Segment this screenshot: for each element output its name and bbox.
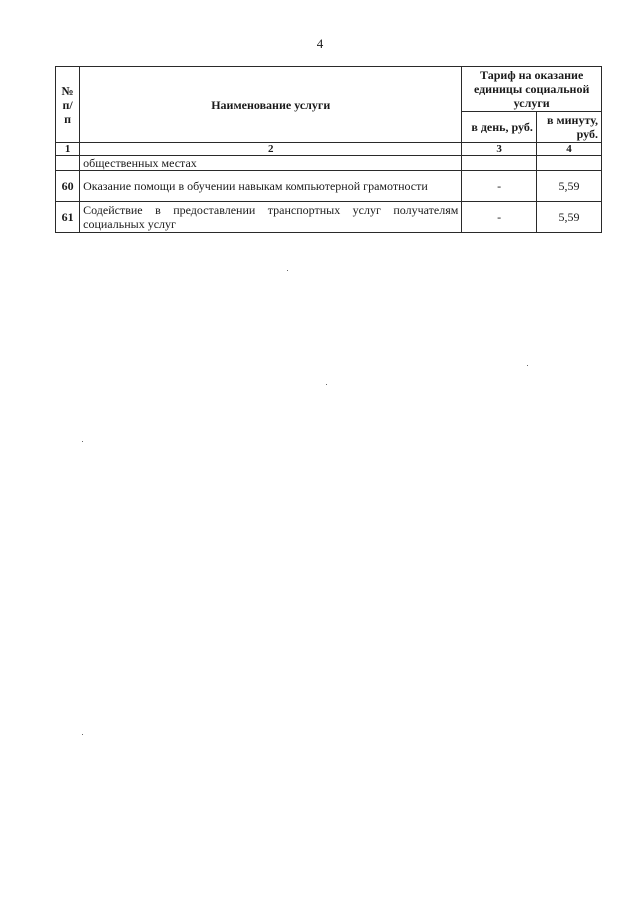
cell-service-name: Оказание помощи в обучении навыкам компьютерной грамотности bbox=[80, 171, 462, 202]
header-per-minute: в минуту, руб. bbox=[536, 112, 601, 143]
column-index-4: 4 bbox=[536, 143, 601, 156]
table-row-continuation bbox=[56, 156, 602, 171]
page-number: 4 bbox=[316, 36, 324, 51]
cell-num: 61 bbox=[56, 202, 80, 233]
scan-speck bbox=[82, 734, 83, 735]
header-num: № п/п bbox=[56, 67, 80, 143]
cell-per-day: - bbox=[462, 202, 537, 233]
header-name: Наименование услуги bbox=[80, 67, 462, 143]
table-header-row bbox=[56, 67, 602, 112]
cell-per-minute: 5,59 bbox=[536, 202, 601, 233]
scan-speck bbox=[287, 270, 288, 271]
scan-speck bbox=[527, 365, 528, 366]
cell-num bbox=[56, 156, 80, 171]
table-row bbox=[56, 171, 602, 202]
cell-service-name: Содействие в предоставлении транспортных услуг получателям социальных услуг bbox=[80, 202, 462, 233]
scan-speck bbox=[82, 441, 83, 442]
header-per-day: в день, руб. bbox=[462, 112, 537, 143]
cell-per-minute: 5,59 bbox=[536, 171, 601, 202]
cell-num: 60 bbox=[56, 171, 80, 202]
table-row bbox=[56, 202, 602, 233]
column-index-2: 2 bbox=[80, 143, 462, 156]
column-index-row bbox=[56, 143, 602, 156]
header-tariff-group: Тариф на оказание единицы социальной услуги bbox=[462, 67, 602, 112]
cell-per-minute bbox=[536, 156, 601, 171]
cell-per-day bbox=[462, 156, 537, 171]
column-index-1: 1 bbox=[56, 143, 80, 156]
cell-service-name: общественных местах bbox=[80, 156, 462, 171]
cell-per-day: - bbox=[462, 171, 537, 202]
tariff-table bbox=[55, 66, 602, 233]
column-index-3: 3 bbox=[462, 143, 537, 156]
scan-speck bbox=[326, 384, 327, 385]
